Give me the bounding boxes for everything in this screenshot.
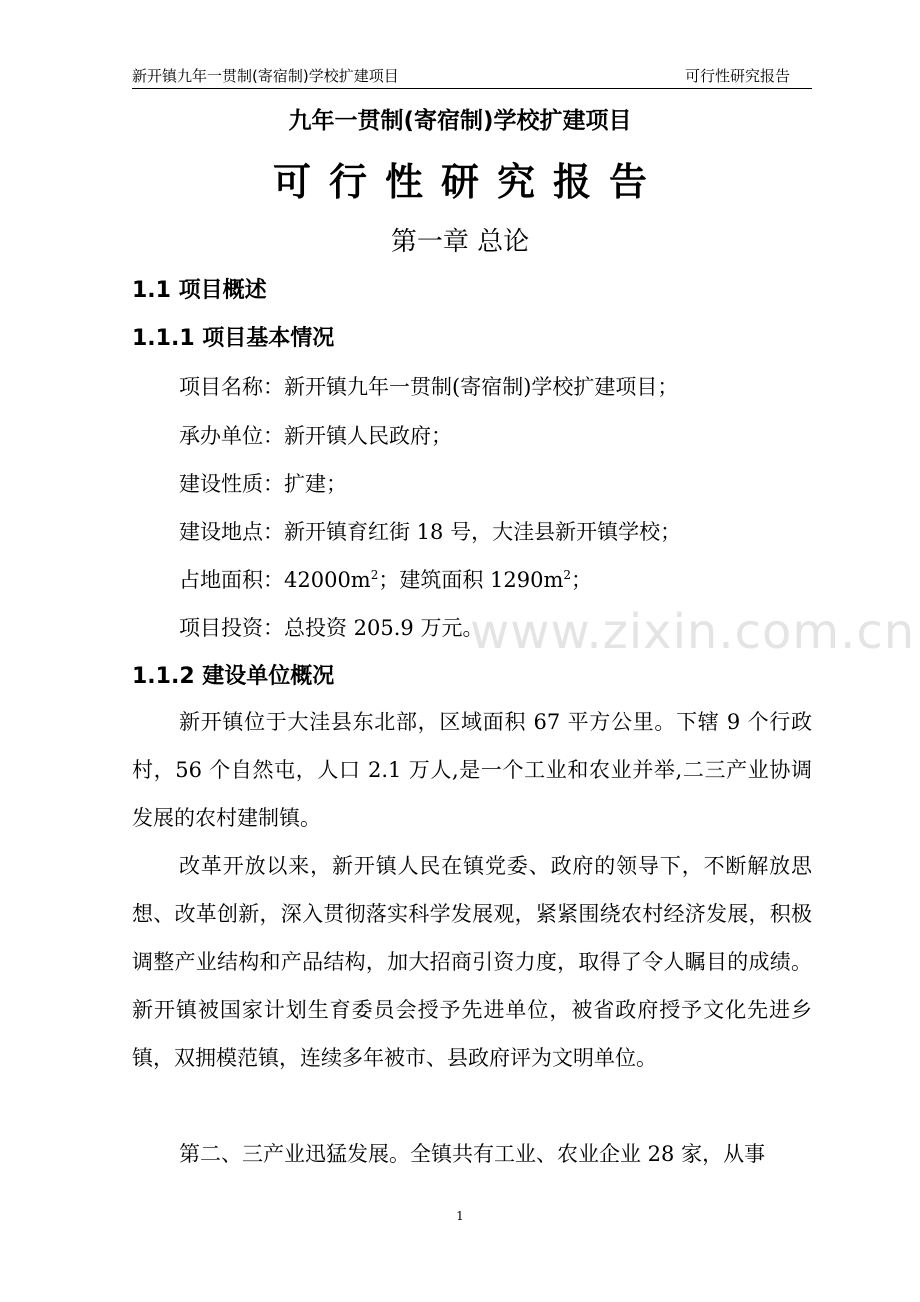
- info-value: ；建筑面积 1290m: [378, 568, 564, 592]
- section-heading-1-1-2: 1.1.2 建设单位概况: [132, 664, 335, 689]
- section-heading-1-1: 1.1 项目概述: [132, 278, 267, 303]
- info-value: 新开镇育红街 18 号，大洼县新开镇学校；: [284, 520, 682, 544]
- info-label: 占地面积：: [179, 568, 284, 592]
- info-value: 总投资 205.9 万元。: [284, 616, 484, 640]
- page-number: 1: [456, 1209, 464, 1223]
- info-label: 项目名称：: [179, 375, 284, 399]
- info-project-name: [179, 370, 678, 404]
- superscript: 2: [370, 568, 379, 582]
- info-value: ；: [571, 568, 593, 592]
- watermark-text: www.zixin.com.cn: [470, 604, 916, 660]
- header-project-title: 新开镇九年一贯制(寄宿制)学校扩建项目: [132, 67, 399, 85]
- paragraph-reform-achievements: 改革开放以来，新开镇人民在镇党委、政府的领导下，不断解放思想、改革创新，深入贯彻落实科学发展观，紧紧围绕农村经济发展，积极调整产业结构和产品结构，加大招商引资力度，取得了令人瞩目的成绩。新开镇被国家计划生育委员会授予先进单位，被省政府授予文化先进乡镇，双拥模范镇，连续多年被市、县政府评为文明单位。: [132, 854, 812, 1070]
- page-header: [132, 66, 812, 89]
- chapter-heading: 第一章 总论: [390, 227, 530, 257]
- info-label: 承办单位：: [179, 424, 284, 448]
- info-value: 扩建；: [284, 472, 347, 496]
- header-report-type: 可行性研究报告: [684, 67, 790, 85]
- info-label: 项目投资：: [179, 616, 284, 640]
- info-construction-nature: [179, 467, 347, 501]
- info-label: 建设性质：: [179, 472, 284, 496]
- document-subtitle: 可行性研究报告: [272, 160, 665, 204]
- info-value: 新开镇人民政府；: [284, 424, 452, 448]
- paragraph-town-overview: 新开镇位于大洼县东北部，区域面积 67 平方公里。下辖 9 个行政村，56 个自然屯，人口 2.1 万人,是一个工业和农业并举,二三产业协调发展的农村建制镇。: [132, 710, 812, 830]
- info-value: 42000m: [284, 568, 371, 592]
- paragraph-industry-development: 第二、三产业迅猛发展。全镇共有工业、农业企业 28 家，从事: [179, 1142, 766, 1166]
- info-organizer: [179, 419, 452, 453]
- info-location: [179, 515, 681, 549]
- info-value: 新开镇九年一贯制(寄宿制)学校扩建项目；: [284, 375, 679, 399]
- info-investment: [179, 611, 483, 645]
- document-title: 九年一贯制(寄宿制)学校扩建项目: [288, 108, 632, 134]
- info-area: [179, 563, 592, 597]
- section-heading-1-1-1: 1.1.1 项目基本情况: [132, 326, 335, 351]
- info-label: 建设地点：: [179, 520, 284, 544]
- superscript: 2: [563, 568, 572, 582]
